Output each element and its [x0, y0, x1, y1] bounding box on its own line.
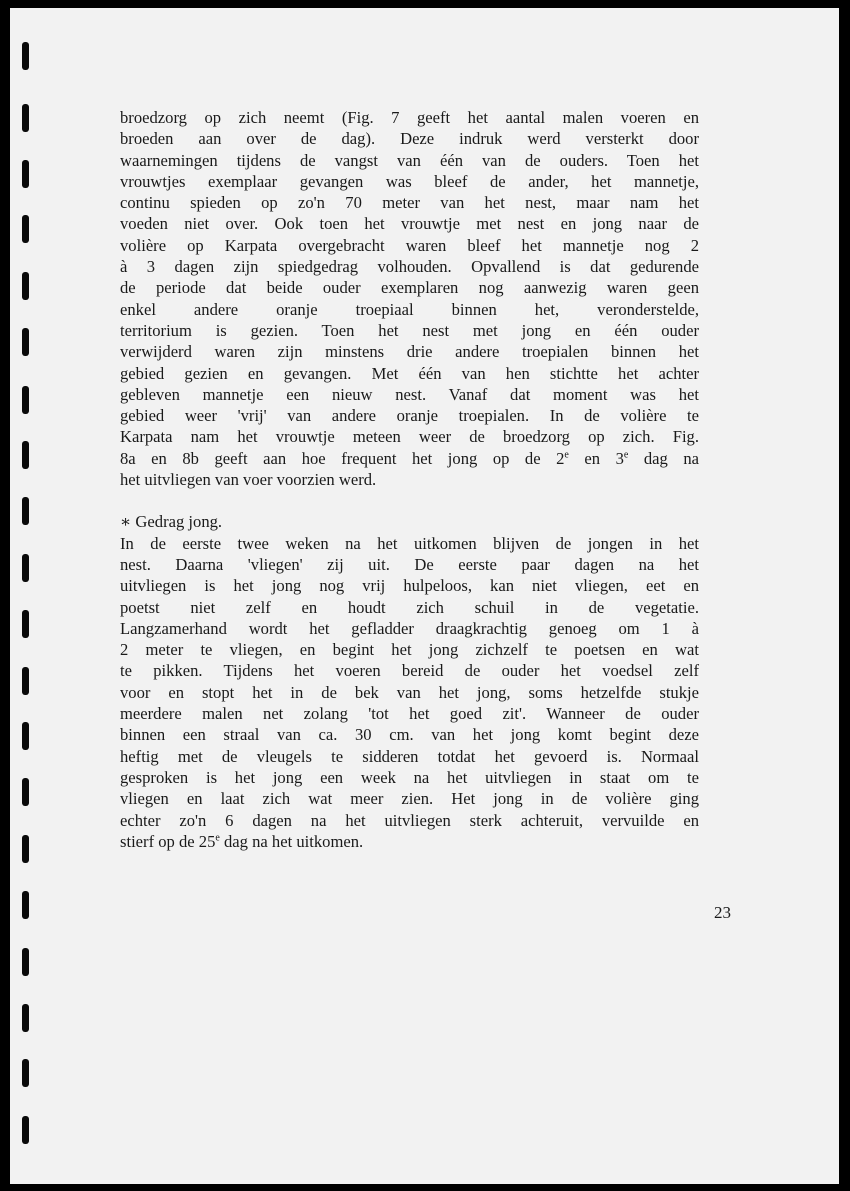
text-fragment: dag na — [628, 448, 700, 468]
binding-hole — [22, 1116, 29, 1144]
binding-hole — [22, 778, 29, 806]
text-line: te pikken. Tijdens het voeren bereid de ouder het voedsel zelf — [120, 661, 699, 681]
text-line: het uitvliegen van voer voorzien werd. — [120, 470, 377, 490]
text-fragment: en 3 — [568, 448, 624, 468]
text-line: enkel andere oranje troepiaal binnen het, veronderstelde, — [120, 299, 699, 319]
text-line: uitvliegen is het jong nog vrij hulpeloos, kan niet vliegen, eet en — [120, 576, 699, 596]
text-fragment: stierf op de 25 — [120, 831, 216, 851]
paragraph-broedzorg — [120, 107, 699, 490]
text-line: nest. Daarna 'vliegen' zij uit. De eerste paar dagen na het — [120, 554, 699, 574]
superscript: e — [215, 832, 220, 844]
binding-hole — [22, 722, 29, 750]
binding-hole — [22, 1059, 29, 1087]
superscript: e — [564, 449, 569, 461]
binding-hole — [22, 160, 29, 188]
text-line: broeden aan over de dag). Deze indruk werd versterkt door — [120, 129, 699, 149]
binding-hole — [22, 835, 29, 863]
text-line: In de eerste twee weken na het uitkomen blijven de jongen in het — [120, 533, 699, 553]
binding-hole — [22, 215, 29, 243]
text-fragment: 8a en 8b geeft aan hoe frequent het jong op de 2 — [120, 448, 565, 468]
text-line: heftig met de vleugels te sidderen totdat het gevoerd is. Normaal — [120, 746, 699, 766]
binding-hole — [22, 497, 29, 525]
text-line — [120, 448, 699, 469]
binding-hole — [22, 441, 29, 469]
binding-hole — [22, 272, 29, 300]
text-line: voeden niet over. Ook toen het vrouwtje met nest en jong naar de — [120, 214, 699, 234]
text-line: poetst niet zelf en houdt zich schuil in de vegetatie. — [120, 597, 699, 617]
binding-hole — [22, 386, 29, 414]
binding-hole — [22, 328, 29, 356]
section-gedrag-jong — [120, 511, 699, 852]
text-line: verwijderd waren zijn minstens drie andere troepialen binnen het — [120, 342, 699, 362]
superscript: e — [623, 449, 629, 461]
binding-hole — [22, 554, 29, 582]
text-line: 2 meter te vliegen, en begint het jong zichzelf te poetsen en wat — [120, 640, 699, 660]
text-line: waarnemingen tijdens de vangst van één van de ouders. Toen het — [120, 150, 699, 170]
binding-hole — [22, 891, 29, 919]
binding-hole — [22, 667, 29, 695]
text-line: continu spieden op zo'n 70 meter van het nest, maar nam het — [120, 193, 699, 213]
binding-hole — [22, 42, 29, 70]
binding-hole — [22, 948, 29, 976]
text-fragment: dag na het uitkomen. — [219, 831, 364, 851]
text-line: Karpata nam het vrouwtje meteen weer de broedzorg op zich. Fig. — [120, 427, 699, 447]
page-number: 23 — [714, 903, 731, 922]
text-line: de periode dat beide ouder exemplaren nog aanwezig waren geen — [120, 278, 699, 298]
text-line: volière op Karpata overgebracht waren bleef het mannetje nog 2 — [120, 235, 699, 255]
scanned-page — [10, 8, 839, 1184]
binding-hole — [22, 610, 29, 638]
text-line: territorium is gezien. Toen het nest met jong en één ouder — [120, 320, 699, 340]
text-line: gebied gezien en gevangen. Met één van hen stichtte het achter — [120, 363, 699, 383]
text-line: à 3 dagen zijn spiedgedrag volhouden. Opvallend is dat gedurende — [120, 257, 699, 277]
text-line — [120, 831, 699, 852]
binding-hole — [22, 1004, 29, 1032]
text-line: vliegen en laat zich wat meer zien. Het jong in de volière ging — [120, 789, 699, 809]
text-line: gebied weer 'vrij' van andere oranje troepialen. In de volière te — [120, 406, 699, 426]
text-line: binnen een straal van ca. 30 cm. van het jong komt begint deze — [120, 725, 699, 745]
text-line: echter zo'n 6 dagen na het uitvliegen sterk achteruit, vervuilde en — [120, 810, 699, 830]
body-text — [120, 107, 699, 852]
text-line: broedzorg op zich neemt (Fig. 7 geeft het aantal malen voeren en — [120, 108, 699, 127]
text-line: vrouwtjes exemplaar gevangen was bleef de ander, het mannetje, — [120, 171, 699, 191]
text-line: gesproken is het jong een week na het uitvliegen in staat om te — [120, 767, 699, 787]
text-line: meerdere malen net zolang 'tot het goed zit'. Wanneer de ouder — [120, 704, 699, 724]
text-line: voor en stopt het in de bek van het jong, soms hetzelfde stukje — [120, 682, 699, 702]
binding-holes — [18, 8, 40, 1184]
section-heading: ∗ Gedrag jong. — [120, 512, 223, 532]
text-line: gebleven mannetje een nieuw nest. Vanaf dat moment was het — [120, 384, 699, 404]
text-line: Langzamerhand wordt het gefladder draagkrachtig genoeg om 1 à — [120, 618, 699, 638]
binding-hole — [22, 104, 29, 132]
